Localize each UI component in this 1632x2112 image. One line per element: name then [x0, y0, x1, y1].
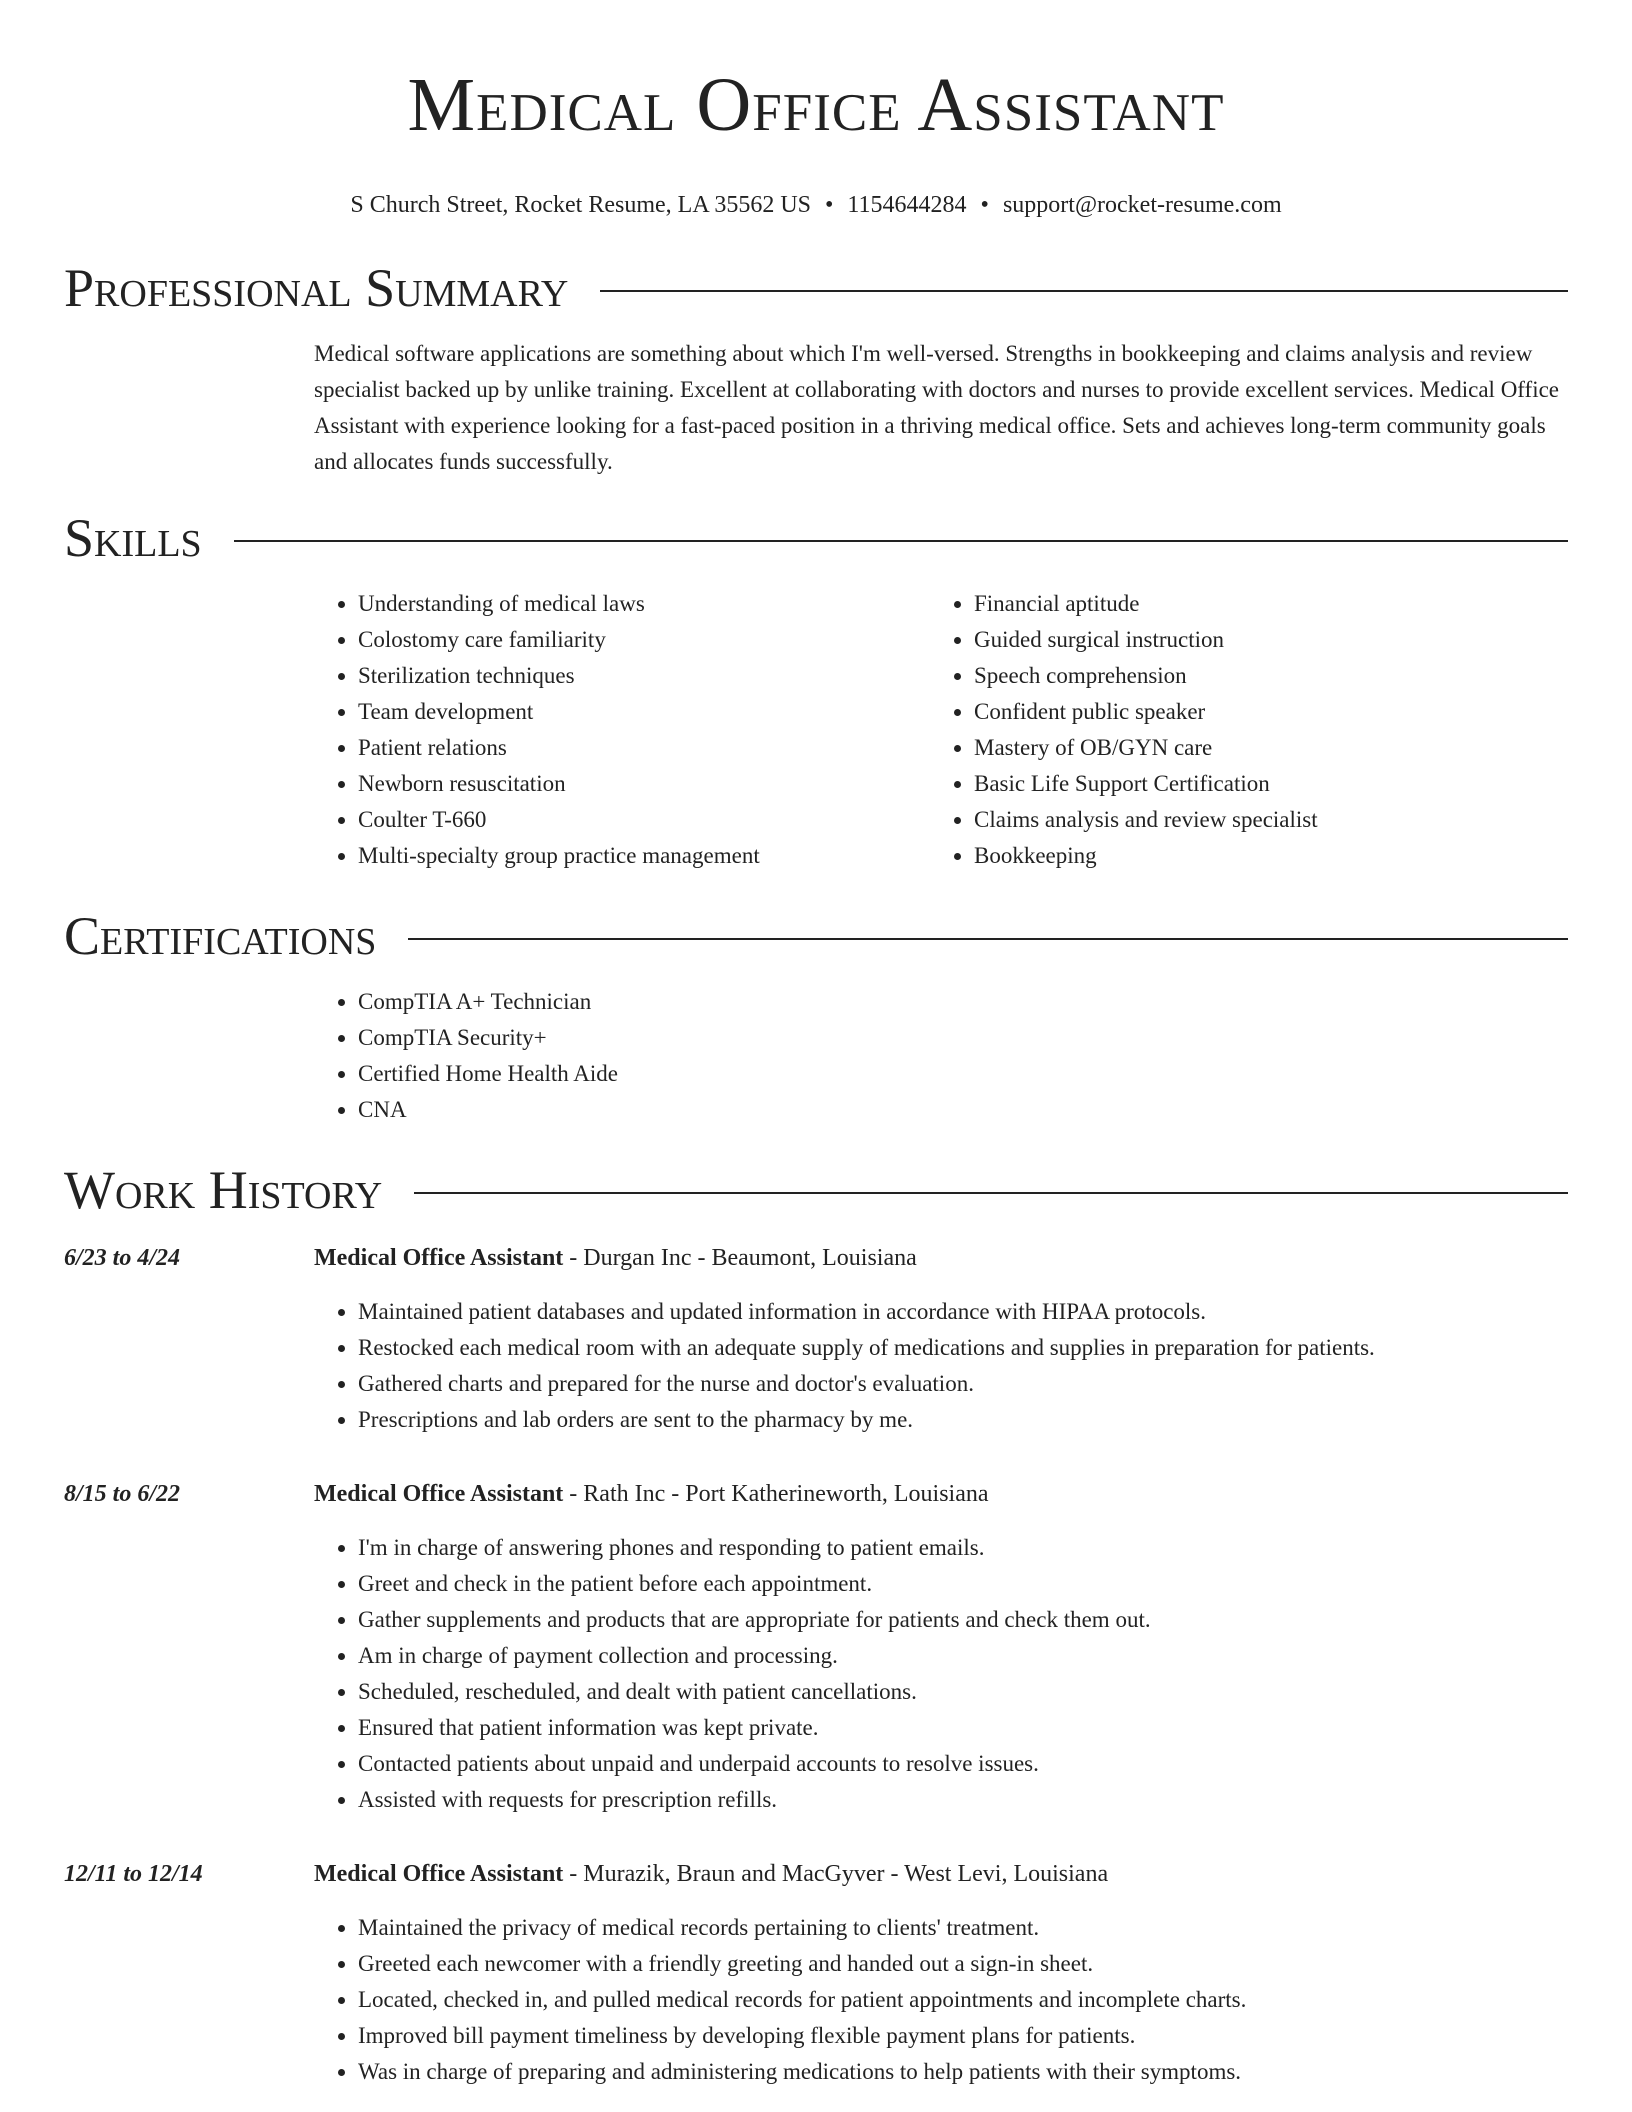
job-body	[314, 1856, 1568, 2090]
list-item: • Improved bill payment timeliness by developing flexible payment plans for patients.	[358, 2018, 1568, 2054]
contact-address: S Church Street, Rocket Resume, LA 35562 US	[350, 192, 812, 218]
list-item: • Speech comprehension	[974, 658, 1546, 694]
list-item: • CompTIA A+ Technician	[358, 984, 1568, 1020]
list-item: • Financial aptitude	[974, 586, 1546, 622]
list-item: • Sterilization techniques	[358, 658, 930, 694]
job-title-line	[314, 1476, 1568, 1512]
list-item: • Greeted each newcomer with a friendly greeting and handed out a sign-in sheet.	[358, 1946, 1568, 1982]
work-heading: Work History	[64, 1160, 383, 1220]
section-divider	[600, 290, 1568, 292]
summary-section-header	[64, 260, 1568, 316]
list-item: • Bookkeeping	[974, 838, 1546, 874]
list-item: • Patient relations	[358, 730, 930, 766]
list-item: • Gathered charts and prepared for the nurse and doctor's evaluation.	[358, 1366, 1568, 1402]
candidate-name: Medical Office Assistant	[407, 63, 1225, 147]
job-title-line	[314, 1240, 1568, 1276]
job-entry	[64, 1856, 1568, 2090]
skills-column-left	[314, 586, 930, 874]
job-body	[314, 1240, 1568, 1438]
summary-heading: Professional Summary	[64, 258, 569, 318]
list-item: • Claims analysis and review specialist	[974, 802, 1546, 838]
job-employer-location: - Rath Inc - Port Katherineworth, Louisiana	[563, 1481, 989, 1507]
job-dates: 12/11 to 12/14	[64, 1861, 203, 1887]
job-dates: 6/23 to 4/24	[64, 1245, 181, 1271]
contact-line	[64, 190, 1568, 220]
list-item: • Colostomy care familiarity	[358, 622, 930, 658]
contact-separator: •	[825, 192, 834, 218]
section-divider	[234, 540, 1568, 542]
list-item: • Newborn resuscitation	[358, 766, 930, 802]
list-item: • Guided surgical instruction	[974, 622, 1546, 658]
job-bullets	[314, 1530, 1568, 1818]
skills-heading: Skills	[64, 508, 202, 568]
list-item: • Located, checked in, and pulled medical records for patient appointments and incomplete charts.	[358, 1982, 1568, 2018]
skills-list	[314, 586, 1568, 874]
skills-column-right	[930, 586, 1546, 874]
skills-section-header	[64, 510, 1568, 566]
list-item: • Contacted patients about unpaid and underpaid accounts to resolve issues.	[358, 1746, 1568, 1782]
job-role: Medical Office Assistant	[314, 1861, 564, 1887]
list-item: • Multi-specialty group practice management	[358, 838, 930, 874]
list-item: • Confident public speaker	[974, 694, 1546, 730]
section-divider	[414, 1192, 1568, 1194]
job-body	[314, 1476, 1568, 1818]
summary-text: Medical software applications are something about which I'm well-versed. Strengths in bookkeeping and claims analysis and review specialist backed up by unlike training. Excellent at collaborating with doctors and nurses to provide excellent services. Medical Office Assistant with experience looking for a fast-paced position in a thriving medical office. Sets and achieves long-term community goals and allocates funds successfully.	[314, 341, 1560, 474]
list-item: • Restocked each medical room with an adequate supply of medications and supplies in preparation for patients.	[358, 1330, 1568, 1366]
list-item: • Assisted with requests for prescription refills.	[358, 1782, 1568, 1818]
job-dates: 8/15 to 6/22	[64, 1481, 181, 1507]
job-entry	[64, 1240, 1568, 1438]
list-item: • Basic Life Support Certification	[974, 766, 1546, 802]
section-divider	[408, 938, 1568, 940]
job-employer-location: - Durgan Inc - Beaumont, Louisiana	[563, 1245, 917, 1271]
list-item: • Was in charge of preparing and administering medications to help patients with their symptoms.	[358, 2054, 1568, 2090]
list-item: • Team development	[358, 694, 930, 730]
certifications-section-header	[64, 908, 1568, 964]
work-section-header	[64, 1162, 1568, 1218]
list-item: • Scheduled, rescheduled, and dealt with patient cancellations.	[358, 1674, 1568, 1710]
list-item: • Greet and check in the patient before each appointment.	[358, 1566, 1568, 1602]
certifications-list	[314, 984, 1568, 1128]
job-role: Medical Office Assistant	[314, 1481, 564, 1507]
job-role: Medical Office Assistant	[314, 1245, 564, 1271]
job-bullets	[314, 1294, 1568, 1438]
list-item: • Understanding of medical laws	[358, 586, 930, 622]
list-item: • Coulter T-660	[358, 802, 930, 838]
list-item: • Maintained the privacy of medical records pertaining to clients' treatment.	[358, 1910, 1568, 1946]
list-item: • CompTIA Security+	[358, 1020, 1568, 1056]
contact-email: support@rocket-resume.com	[1002, 192, 1282, 218]
list-item: • Ensured that patient information was kept private.	[358, 1710, 1568, 1746]
job-employer-location: - Murazik, Braun and MacGyver - West Levi, Louisiana	[563, 1861, 1109, 1887]
job-bullets	[314, 1910, 1568, 2090]
list-item: • CNA	[358, 1092, 1568, 1128]
job-entry	[64, 1476, 1568, 1818]
contact-separator: •	[980, 192, 989, 218]
list-item: • Maintained patient databases and updated information in accordance with HIPAA protocols.	[358, 1294, 1568, 1330]
list-item: • I'm in charge of answering phones and responding to patient emails.	[358, 1530, 1568, 1566]
list-item: • Prescriptions and lab orders are sent to the pharmacy by me.	[358, 1402, 1568, 1438]
list-item: • Am in charge of payment collection and processing.	[358, 1638, 1568, 1674]
list-item: • Mastery of OB/GYN care	[974, 730, 1546, 766]
list-item: • Certified Home Health Aide	[358, 1056, 1568, 1092]
list-item: • Gather supplements and products that are appropriate for patients and check them out.	[358, 1602, 1568, 1638]
job-title-line	[314, 1856, 1568, 1892]
contact-phone: 1154644284	[847, 192, 967, 218]
work-history-list	[64, 1240, 1568, 2090]
certifications-heading: Certifications	[64, 906, 377, 966]
